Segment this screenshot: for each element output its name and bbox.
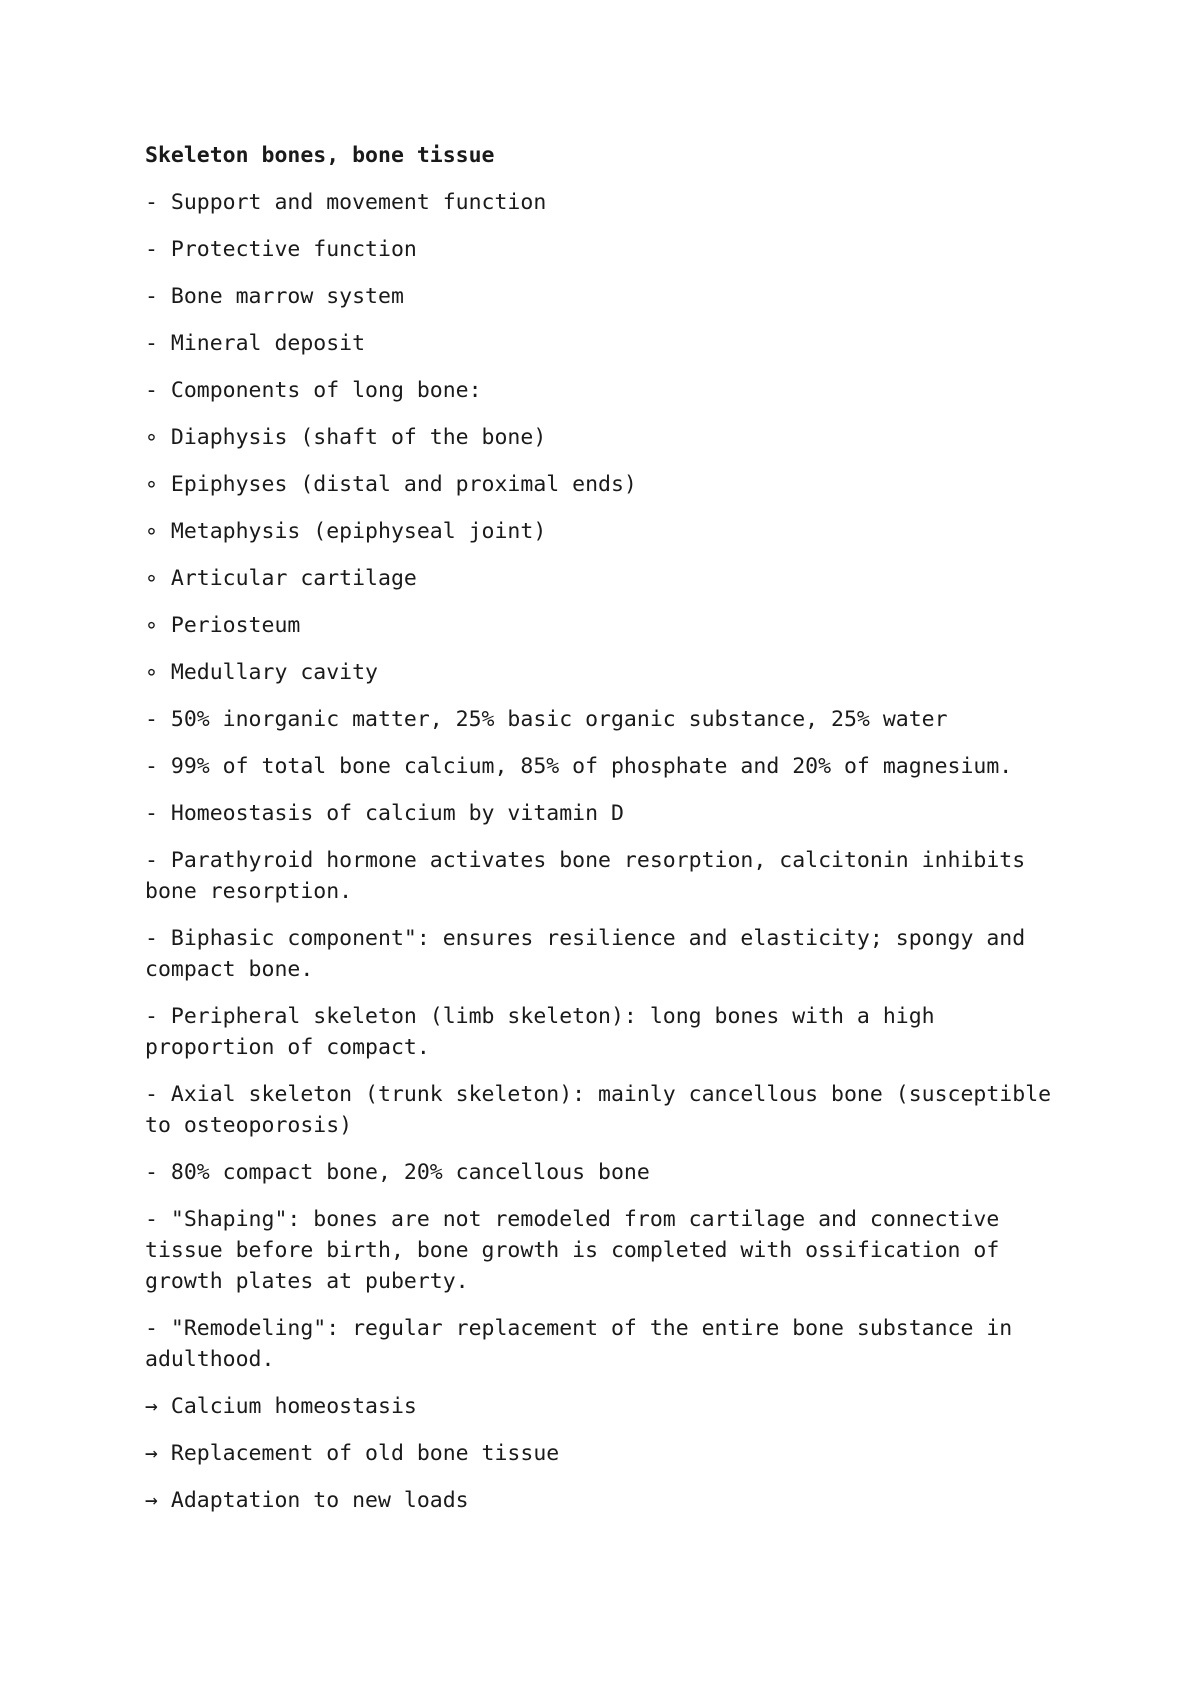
list-item: - Components of long bone:	[145, 378, 482, 403]
list-item: - Parathyroid hormone activates bone resorption, calcitonin inhibits bone resorption.	[145, 848, 1039, 904]
sub-list-item: ∘ Articular cartilage	[145, 566, 417, 591]
arrow-item: → Calcium homeostasis	[145, 1394, 417, 1419]
document-title: Skeleton bones, bone tissue	[145, 143, 495, 168]
arrow-item: → Replacement of old bone tissue	[145, 1441, 560, 1466]
list-item: - "Remodeling": regular replacement of the entire bone substance in adulthood.	[145, 1316, 1026, 1372]
list-item: - 50% inorganic matter, 25% basic organic substance, 25% water	[145, 707, 948, 732]
list-item: - "Shaping": bones are not remodeled from cartilage and connective tissue before birth, bone growth is completed with ossification of growth plates at puberty.	[145, 1207, 1013, 1294]
sub-list-item: ∘ Diaphysis (shaft of the bone)	[145, 425, 547, 450]
sub-list-item: ∘ Metaphysis (epiphyseal joint)	[145, 519, 547, 544]
list-item: - 80% compact bone, 20% cancellous bone	[145, 1160, 650, 1185]
list-item: - Biphasic component": ensures resilience and elasticity; spongy and compact bone.	[145, 926, 1039, 982]
list-item: - 99% of total bone calcium, 85% of phosphate and 20% of magnesium.	[145, 754, 1013, 779]
list-item: - Peripheral skeleton (limb skeleton): long bones with a high proportion of compact.	[145, 1004, 948, 1060]
arrow-item: → Adaptation to new loads	[145, 1488, 469, 1513]
list-item: - Mineral deposit	[145, 331, 366, 356]
sub-list-item: ∘ Epiphyses (distal and proximal ends)	[145, 472, 637, 497]
sub-list-item: ∘ Medullary cavity	[145, 660, 378, 685]
list-item: - Protective function	[145, 237, 417, 262]
list-item: - Axial skeleton (trunk skeleton): mainly cancellous bone (susceptible to osteoporosis)	[145, 1082, 1065, 1138]
document-page	[145, 140, 1075, 1532]
sub-list-item: ∘ Periosteum	[145, 613, 301, 638]
list-item: - Homeostasis of calcium by vitamin D	[145, 801, 624, 826]
list-item: - Support and movement function	[145, 190, 547, 215]
list-item: - Bone marrow system	[145, 284, 404, 309]
